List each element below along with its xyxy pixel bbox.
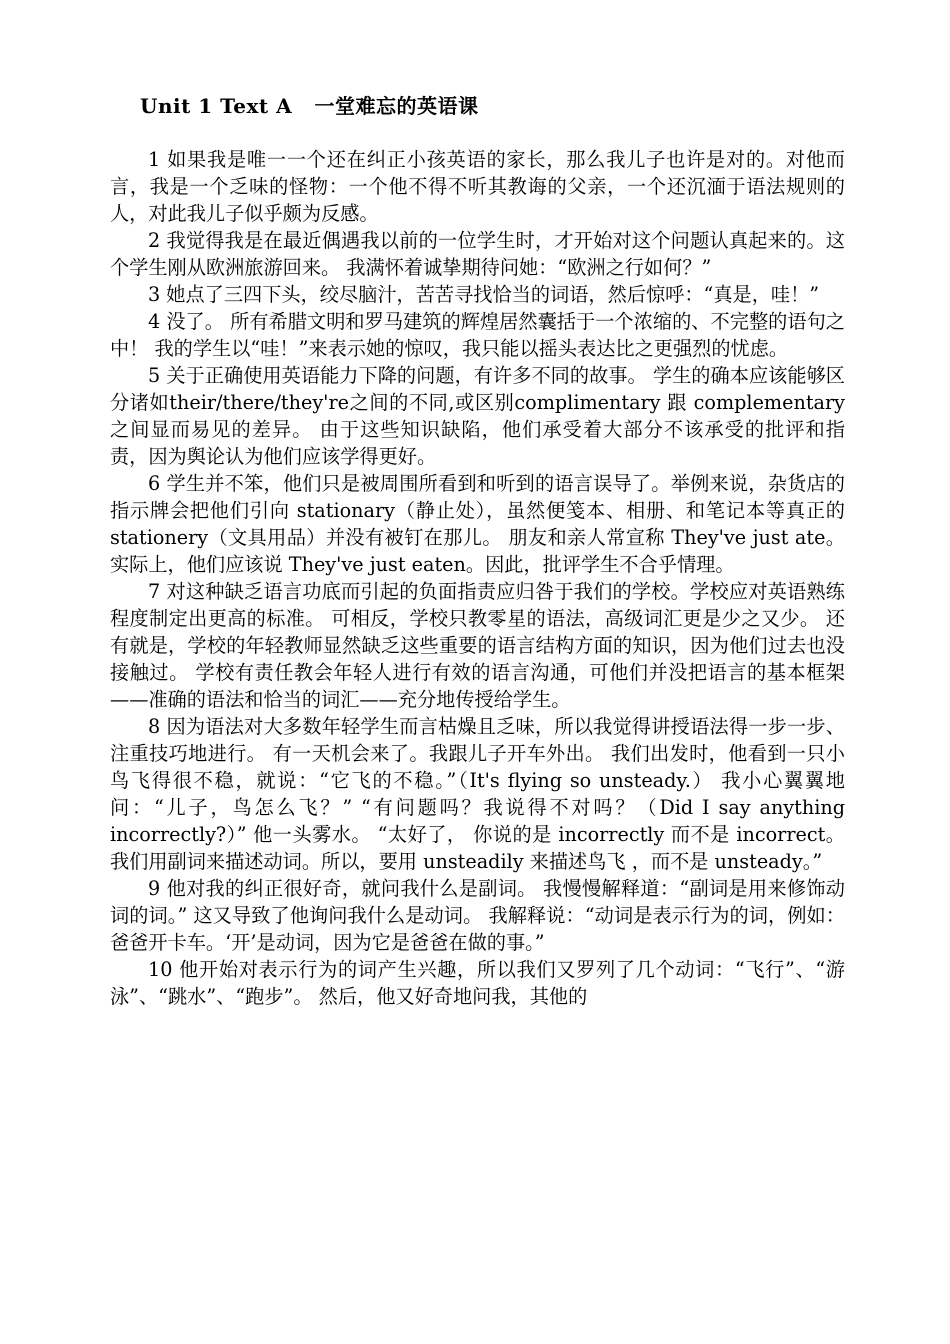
paragraph-1: 1 如果我是唯一一个还在纠正小孩英语的家长，那么我儿子也许是对的。对他而言，我是一个乏味的怪物：一个他不得不听其教诲的父亲，一个还沉湎于语法规则的人，对此我儿子似乎颇为反感。 — [110, 148, 845, 225]
paragraph-8: 8 因为语法对大多数年轻学生而言枯燥且乏味，所以我觉得讲授语法得一步一步、注重技巧地进行。 有一天机会来了。我跟儿子开车外出。 我们出发时，他看到一只小鸟飞得很不稳，就说：“它飞的不稳。”（It's flying so unsteady.） 我小心翼翼地问：“儿子，鸟怎么飞？” “有问题吗？我说得不对吗？（Did I say anything incorrectly?）” 他一头雾水。 “太好了， 你说的是 incorrectly 而不是 incorrect。我们用副词来描述动词。所以，要用 unsteadily 来描述鸟飞 ，而不是 unsteady。” — [110, 715, 845, 873]
paragraph-3: 3 她点了三四下头，绞尽脑汁，苦苦寻找恰当的词语，然后惊呼：“真是，哇！” — [148, 283, 820, 306]
paragraph-2: 2 我觉得我是在最近偶遇我以前的一位学生时，才开始对这个问题认真起来的。这个学生刚从欧洲旅游回来。 我满怀着诚挚期待问她：“欧洲之行如何？” — [110, 229, 845, 279]
page-title: Unit 1 Text A 一堂难忘的英语课 — [140, 94, 479, 118]
document-body — [110, 146, 845, 1010]
paragraph-4: 4 没了。 所有希腊文明和罗马建筑的辉煌居然囊括于一个浓缩的、不完整的语句之中！ 我的学生以“哇！”来表示她的惊叹，我只能以摇头表达比之更强烈的忧虑。 — [110, 310, 845, 360]
paragraph-10: 10 他开始对表示行为的词产生兴趣，所以我们又罗列了几个动词：“飞行”、“游泳”、“跳水”、“跑步”。 然后，他又好奇地问我，其他的 — [110, 958, 845, 1008]
paragraph-7: 7 对这种缺乏语言功底而引起的负面指责应归咎于我们的学校。学校应对英语熟练程度制定出更高的标准。 可相反，学校只教零星的语法，高级词汇更是少之又少。 还有就是，学校的年轻教师显然缺乏这些重要的语言结构方面的知识，因为他们过去也没接触过。 学校有责任教会年轻人进行有效的语言沟通，可他们并没把语言的基本框架——准确的语法和恰当的词汇——充分地传授给学生。 — [110, 580, 845, 711]
paragraph-5: 5 关于正确使用英语能力下降的问题，有许多不同的故事。 学生的确本应该能够区分诸如their/there/they're之间的不同,或区别complimentary 跟 complementary 之间显而易见的差异。 由于这些知识缺陷，他们承受着大部分不该承受的批评和指责，因为舆论认为他们应该学得更好。 — [110, 364, 845, 468]
paragraph-6: 6 学生并不笨，他们只是被周围所看到和听到的语言误导了。举例来说，杂货店的指示牌会把他们引向 stationary（静止处），虽然便笺本、相册、和笔记本等真正的 stationery（文具用品）并没有被钉在那儿。 朋友和亲人常宣称 They've just ate。实际上，他们应该说 They've just eaten。因此，批评学生不合乎情理。 — [110, 472, 845, 576]
paragraph-9: 9 他对我的纠正很好奇，就问我什么是副词。 我慢慢解释道：“副词是用来修饰动词的词。” 这又导致了他询问我什么是动词。 我解释说：“动词是表示行为的词，例如：爸爸开卡车。‘开’是动词，因为它是爸爸在做的事。” — [110, 877, 845, 954]
